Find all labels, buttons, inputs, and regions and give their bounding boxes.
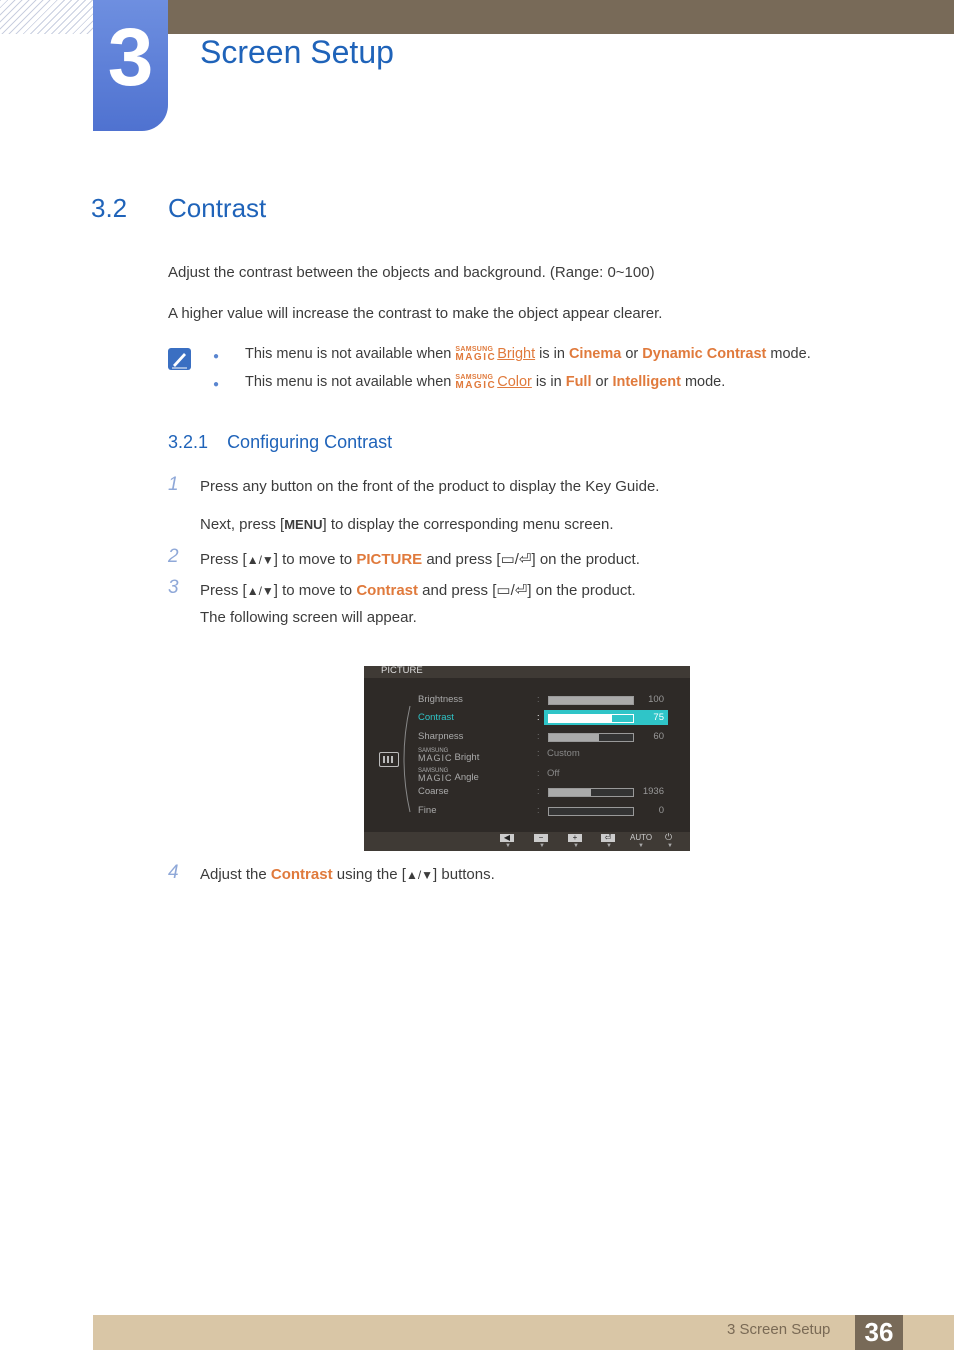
osd-slider-fill xyxy=(549,789,591,796)
osd-colon: : xyxy=(537,712,540,722)
osd-label-text: Bright xyxy=(454,752,480,763)
samsung-magic-logo xyxy=(455,346,496,362)
option-intelligent: Intelligent xyxy=(612,374,681,390)
osd-row-label[interactable] xyxy=(418,748,479,763)
down-marker-icon: ▼ xyxy=(539,843,545,849)
header-bar xyxy=(93,0,954,34)
section-number: 3.2 xyxy=(91,193,128,223)
option-cinema: Cinema xyxy=(568,346,622,362)
menu-key: MENU xyxy=(284,517,323,532)
magic-logo-small: SAMSUNG xyxy=(418,768,449,774)
note-text: This menu is not available when xyxy=(245,346,456,362)
osd-setting-value: Off xyxy=(547,768,560,779)
down-marker-icon: ▼ xyxy=(606,843,612,849)
osd-row-label[interactable]: Brightness xyxy=(418,694,463,705)
osd-row-label[interactable]: Coarse xyxy=(418,786,449,797)
osd-colon: : xyxy=(537,786,540,796)
osd-value: 75 xyxy=(653,712,664,723)
note-item-1 xyxy=(245,346,811,362)
target-picture: PICTURE xyxy=(356,551,423,568)
osd-value: 60 xyxy=(653,731,664,742)
source-enter-icon: ▭/⏎ xyxy=(500,551,532,568)
note-pencil-icon xyxy=(168,348,191,370)
step-text: Press [ xyxy=(200,582,247,599)
osd-setting-value: Custom xyxy=(547,748,580,759)
magic-color-link[interactable]: Color xyxy=(497,374,532,390)
enter-button-icon[interactable]: ⏎ xyxy=(601,834,615,842)
step-text: ] to display the corresponding menu screen. xyxy=(322,516,614,533)
note-text: is in xyxy=(531,374,566,390)
step-text: Next, press [ xyxy=(200,516,285,533)
osd-title: PICTURE xyxy=(381,665,423,676)
osd-slider[interactable] xyxy=(548,733,634,742)
auto-button[interactable]: AUTO xyxy=(630,833,653,842)
note-text: mode. xyxy=(766,346,811,362)
left-button-icon[interactable]: ◀ xyxy=(500,834,514,842)
note-text: This menu is not available when xyxy=(245,374,456,390)
up-down-arrows-icon: ▲/▼ xyxy=(405,868,434,882)
osd-colon: : xyxy=(537,731,540,741)
step-number: 4 xyxy=(168,862,179,883)
subsection-title: Configuring Contrast xyxy=(227,432,393,452)
down-marker-icon: ▼ xyxy=(638,843,644,849)
note-bullet-icon: ● xyxy=(213,379,220,390)
subsection-heading xyxy=(168,432,392,453)
osd-slider[interactable] xyxy=(548,696,634,705)
magic-logo-small: SAMSUNG xyxy=(418,748,449,754)
step-text: Press [ xyxy=(200,551,247,568)
step-4-text xyxy=(200,866,495,883)
note-text: or xyxy=(621,346,643,362)
osd-slider[interactable] xyxy=(548,807,634,816)
magic-logo-big: MAGIC xyxy=(455,352,497,363)
up-down-arrows-icon: ▲/▼ xyxy=(246,584,274,598)
step-1-text: Press any button on the front of the product to display the Key Guide. xyxy=(200,478,660,495)
step-3-text xyxy=(200,581,636,599)
target-contrast: Contrast xyxy=(270,866,333,883)
osd-title-bar xyxy=(364,666,690,678)
chapter-title: Screen Setup xyxy=(200,34,394,70)
source-enter-icon: ▭/⏎ xyxy=(496,582,528,599)
picture-category-icon xyxy=(379,752,399,767)
osd-slider-fill xyxy=(549,715,612,722)
subsection-number: 3.2.1 xyxy=(168,432,209,452)
page-number: 36 xyxy=(855,1315,903,1350)
note-bullet-icon: ● xyxy=(213,351,220,362)
osd-value: 1936 xyxy=(642,786,664,797)
osd-arc xyxy=(400,704,412,814)
magic-logo-small: SAMSUNG xyxy=(455,374,494,381)
step-text: ] to move to xyxy=(273,551,357,568)
down-marker-icon: ▼ xyxy=(505,843,511,849)
step-number: 2 xyxy=(168,546,179,567)
magic-logo-big: MAGIC xyxy=(418,773,453,783)
step-text: ] on the product. xyxy=(527,582,636,599)
osd-slider[interactable] xyxy=(548,788,634,797)
osd-row-label[interactable]: Fine xyxy=(418,805,437,816)
step-3b-text: The following screen will appear. xyxy=(200,609,417,626)
osd-slider[interactable] xyxy=(548,714,634,723)
target-contrast: Contrast xyxy=(356,582,418,599)
chapter-number: 3 xyxy=(107,12,154,103)
plus-button-icon[interactable]: + xyxy=(568,834,582,842)
step-text: and press [ xyxy=(418,582,497,599)
osd-value: 100 xyxy=(648,694,664,705)
step-text: ] on the product. xyxy=(531,551,640,568)
magic-logo-big: MAGIC xyxy=(455,380,497,391)
header-hatch xyxy=(0,0,93,34)
note-text: mode. xyxy=(680,374,726,390)
down-marker-icon: ▼ xyxy=(573,843,579,849)
magic-bright-link[interactable]: Bright xyxy=(497,346,536,362)
power-button-icon[interactable]: ⏻ xyxy=(665,832,673,842)
osd-label-text: Angle xyxy=(454,772,479,783)
intro-paragraph-2: A higher value will increase the contrast to make the object appear clearer. xyxy=(168,305,663,322)
osd-key-guide xyxy=(364,832,690,851)
section-title: Contrast xyxy=(168,193,267,223)
osd-slider-fill xyxy=(549,697,633,704)
osd-value: 0 xyxy=(658,805,664,816)
step-1b-text xyxy=(200,516,613,533)
step-text: ] buttons. xyxy=(433,866,495,883)
osd-row-label[interactable]: Sharpness xyxy=(418,731,464,742)
osd-row-label[interactable] xyxy=(418,768,479,783)
intro-paragraph-1: Adjust the contrast between the objects and background. (Range: 0~100) xyxy=(168,264,655,281)
option-full: Full xyxy=(565,374,592,390)
step-text: ] to move to xyxy=(273,582,357,599)
osd-colon: : xyxy=(537,805,540,815)
minus-button-icon[interactable]: − xyxy=(534,834,548,842)
osd-colon: : xyxy=(537,694,540,704)
osd-colon: : xyxy=(537,768,540,778)
up-down-arrows-icon: ▲/▼ xyxy=(246,553,274,567)
osd-menu xyxy=(364,666,690,851)
magic-logo-big: MAGIC xyxy=(418,753,453,763)
step-number: 1 xyxy=(168,474,179,495)
step-number: 3 xyxy=(168,577,179,598)
down-marker-icon: ▼ xyxy=(667,843,673,849)
magic-logo-small: SAMSUNG xyxy=(455,346,494,353)
step-2-text xyxy=(200,550,640,568)
samsung-magic-logo xyxy=(455,374,496,390)
option-dynamic-contrast: Dynamic Contrast xyxy=(642,346,767,362)
step-text: Adjust the xyxy=(200,866,271,883)
osd-colon: : xyxy=(537,748,540,758)
note-item-2 xyxy=(245,374,725,390)
step-text: using the [ xyxy=(332,866,406,883)
footer-chapter-label: 3 Screen Setup xyxy=(727,1321,831,1338)
step-text: and press [ xyxy=(422,551,501,568)
osd-slider-fill xyxy=(549,734,599,741)
osd-row-label[interactable]: Contrast xyxy=(418,712,454,723)
note-text: or xyxy=(591,374,613,390)
note-text: is in xyxy=(535,346,569,362)
